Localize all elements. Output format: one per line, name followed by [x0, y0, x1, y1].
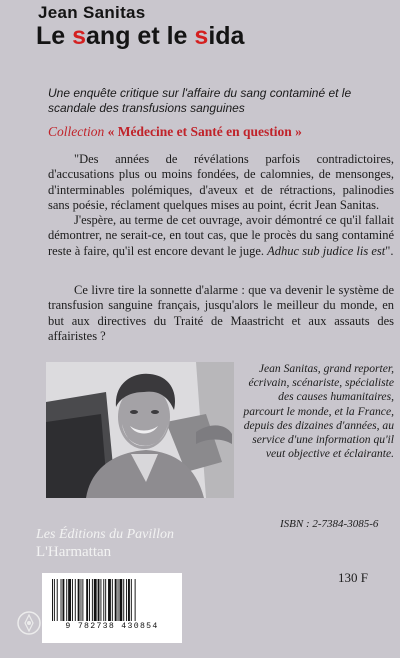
- barcode-bar: [68, 579, 71, 621]
- collection-line: [48, 124, 393, 140]
- author-photo: [46, 362, 234, 498]
- publisher-imprint: Les Éditions du Pavillon: [36, 527, 175, 542]
- collection-name: « Médecine et Santé en question »: [107, 124, 302, 139]
- barcode-bar: [100, 579, 101, 621]
- barcode-bar: [135, 579, 136, 621]
- blurb-alarm: [48, 283, 394, 344]
- title-part-red: s: [194, 22, 209, 50]
- barcode-bar: [105, 579, 106, 621]
- barcode-bars: [50, 579, 174, 623]
- isbn-number: ISBN : 2-7384-3085-6: [280, 518, 379, 530]
- barcode-bar: [98, 579, 100, 621]
- blurb-quote: [48, 152, 394, 259]
- barcode-bar: [54, 579, 55, 621]
- barcode-bar: [57, 579, 58, 621]
- collection-prefix: Collection: [48, 124, 105, 139]
- blurb-paragraph-3: Ce livre tire la sonnette d'alarme : que va devenir le système de transfusion sanguine français, jusqu'alors le meilleur du monde, en but aux directives du Traité de Maastricht et aux assauts des affairistes ?: [48, 283, 394, 343]
- barcode-bar: [82, 579, 83, 621]
- barcode-bar: [126, 579, 127, 621]
- barcode-bar: [66, 579, 67, 621]
- barcode-bar: [92, 579, 93, 621]
- barcode-bar: [86, 579, 88, 621]
- author-bio: Jean Sanitas, grand reporter, écrivain, scénariste, spécialiste des causes humanitaires, parcourt le monde, et la France, depuis des dizaines d'années, au service d'une information qu'il veut objective et éclairante.: [243, 362, 394, 461]
- book-title: [36, 22, 244, 51]
- barcode-bar: [123, 579, 124, 621]
- title-part: ida: [208, 22, 245, 50]
- blurb-paragraph-2: [48, 213, 394, 259]
- title-part: ang et le: [86, 22, 195, 50]
- barcode-bar: [81, 579, 82, 621]
- barcode-bar: [62, 579, 64, 621]
- barcode-bar: [78, 579, 80, 621]
- barcode-bar: [61, 579, 62, 621]
- title-part: Le: [36, 22, 73, 50]
- barcode-bar: [75, 579, 76, 621]
- blurb-paragraph-2-text: J'espère, au terme de cet ouvrage, avoir démontré ce qu'il fallait démontrer, ne serait-ce, en tout cas, que le procès du sang contaminé reste à faire, qu'il est encore devant le juge.: [48, 213, 394, 258]
- author-name: Jean Sanitas: [38, 3, 146, 22]
- title-part-red: s: [72, 22, 87, 50]
- barcode-bar: [112, 579, 113, 621]
- barcode-bar: [118, 579, 119, 621]
- barcode-bar: [108, 579, 111, 621]
- publisher-logo-icon: [16, 610, 42, 636]
- barcode-bar: [115, 579, 117, 621]
- latin-phrase: Adhuc sub judice lis est: [267, 243, 386, 258]
- barcode-bar: [89, 579, 90, 621]
- barcode-bar: [103, 579, 104, 621]
- barcode-bar: [119, 579, 122, 621]
- blurb-paragraph-2-end: ".: [385, 243, 394, 258]
- barcode-bar: [131, 579, 132, 621]
- price-label: 130 F: [338, 570, 368, 585]
- publisher-name: L'Harmattan: [36, 544, 112, 560]
- barcode-bar: [52, 579, 53, 621]
- barcode-number: 9 782738 430854: [65, 622, 159, 631]
- book-subtitle: Une enquête critique sur l'affaire du sang contaminé et le scandale des transfusions sanguines: [48, 86, 352, 115]
- blurb-paragraph-1: "Des années de révélations parfois contradictoires, d'accusations plus ou moins fondées, de calomnies, de mensonges, d'interminables polémiques, d'aveux et de rétractions, palinodies sans poésie, réclament quelques mises au point, écrit Jean Sanitas.: [48, 152, 394, 212]
- barcode: [42, 573, 182, 643]
- barcode-bar: [128, 579, 130, 621]
- barcode-bar: [72, 579, 73, 621]
- barcode-bar: [94, 579, 97, 621]
